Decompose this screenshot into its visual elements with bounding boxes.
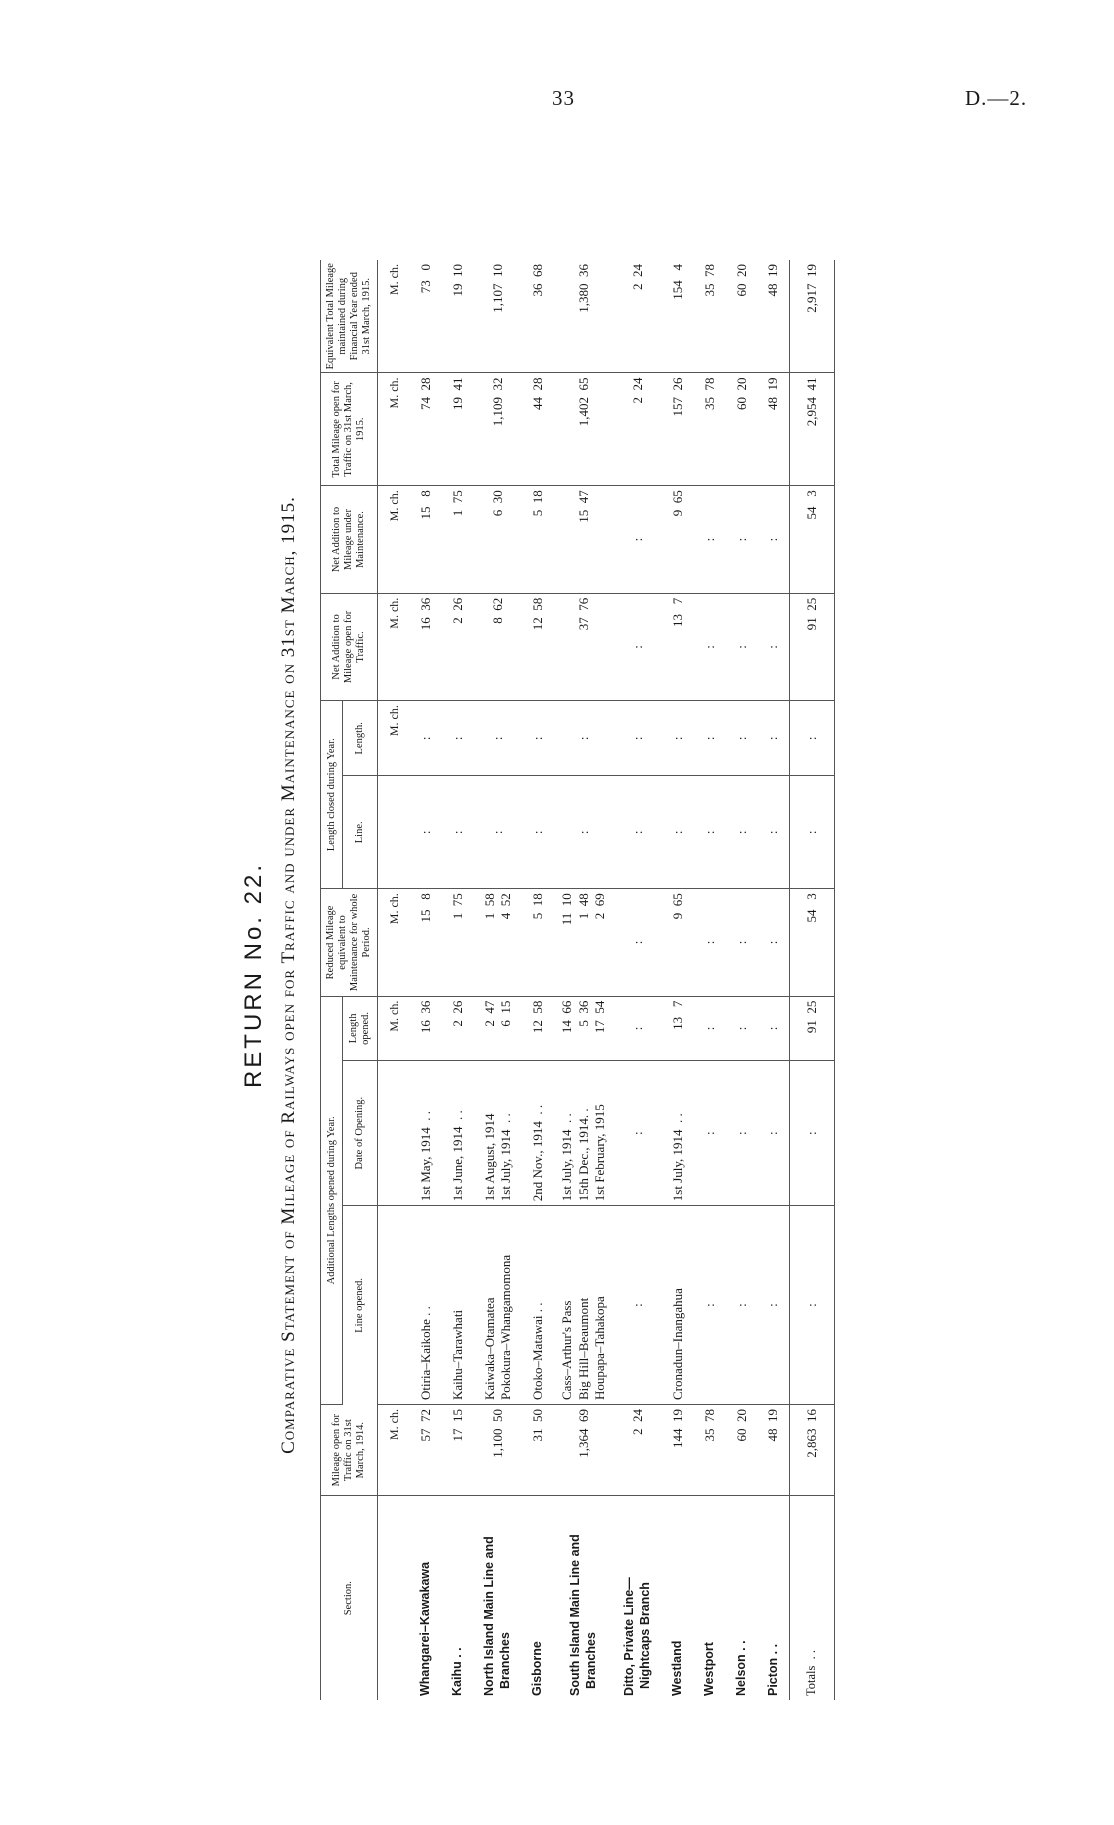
section-cell: Westport: [701, 1642, 716, 1696]
mileage-table: [320, 260, 835, 1700]
net-traffic-cell: 8 62: [474, 593, 522, 700]
reduced-cell: :: [614, 889, 662, 996]
section-cell: Westland: [669, 1640, 684, 1696]
date-opening-cell: :: [726, 1061, 758, 1206]
closed-length-cell: :: [662, 701, 694, 776]
closed-line-cell: :: [554, 776, 614, 889]
total-1915-cell: 35 78: [694, 373, 726, 486]
table-row: [410, 260, 442, 1700]
net-traffic-cell: 13 7: [662, 593, 694, 700]
reduced-cell: 11 10 1 48 2 69: [554, 889, 614, 996]
equivalent-cell: 48 19: [758, 260, 790, 373]
section-cell: Whangarei–Kawakawa: [417, 1561, 432, 1696]
mileage-1914-cell: 2,863 16: [790, 1405, 835, 1496]
reduced-cell: 9 65: [662, 889, 694, 996]
unit-label: M. ch.: [378, 996, 410, 1060]
closed-length-cell: :: [522, 701, 554, 776]
section-cell: North Island Main Line and Branches: [482, 1536, 512, 1696]
total-1915-cell: 60 20: [726, 373, 758, 486]
table-row: [442, 260, 474, 1700]
units-row: [378, 260, 410, 1700]
length-opened-cell: :: [726, 996, 758, 1060]
section-cell: Kaihu . .: [449, 1647, 464, 1696]
length-opened-cell: :: [614, 996, 662, 1060]
unit-label: M. ch.: [378, 1405, 410, 1496]
line-opened-cell: :: [694, 1206, 726, 1405]
closed-length-cell: :: [614, 701, 662, 776]
line-opened-cell: Cronadun–Inangahua: [662, 1206, 694, 1405]
net-traffic-cell: 37 76: [554, 593, 614, 700]
net-maintenance-cell: :: [614, 486, 662, 593]
rotated-return-table: [240, 140, 950, 1700]
date-opening-cell: :: [790, 1061, 835, 1206]
reduced-cell: :: [758, 889, 790, 996]
unit-label: M. ch.: [378, 701, 410, 776]
col-header-closed-length: Length.: [343, 701, 378, 776]
line-opened-cell: :: [726, 1206, 758, 1405]
date-opening-cell: 1st May, 1914 . .: [410, 1061, 442, 1206]
closed-length-cell: :: [758, 701, 790, 776]
total-1915-cell: 74 28: [410, 373, 442, 486]
table-row: [694, 260, 726, 1700]
unit-label: M. ch.: [378, 373, 410, 486]
length-opened-cell: 16 36: [410, 996, 442, 1060]
total-1915-cell: 2 24: [614, 373, 662, 486]
closed-line-cell: :: [474, 776, 522, 889]
net-maintenance-cell: :: [758, 486, 790, 593]
col-header-total-1915: Total Mileage open for Traffic on 31st March, 1915.: [321, 373, 378, 486]
statement-subtitle: Comparative Statement of Mileage of Railways open for Traffic and under Maintenance on 31st March, 1915.: [278, 496, 299, 1454]
total-1915-cell: 2,954 41: [790, 373, 835, 486]
mileage-1914-cell: 144 19: [662, 1405, 694, 1496]
table-row: [614, 260, 662, 1700]
equivalent-cell: 2 24: [614, 260, 662, 373]
net-maintenance-cell: 15 8: [410, 486, 442, 593]
col-header-closed-line: Line.: [343, 776, 378, 889]
net-maintenance-cell: 54 3: [790, 486, 835, 593]
closed-length-cell: :: [726, 701, 758, 776]
col-header-line-opened: Line opened.: [343, 1206, 378, 1405]
mileage-1914-cell: 48 19: [758, 1405, 790, 1496]
closed-line-cell: :: [442, 776, 474, 889]
equivalent-cell: 73 0: [410, 260, 442, 373]
reduced-cell: :: [726, 889, 758, 996]
total-1915-cell: 19 41: [442, 373, 474, 486]
mileage-1914-cell: 31 50: [522, 1405, 554, 1496]
totals-row: [790, 260, 835, 1700]
equivalent-cell: 1,380 36: [554, 260, 614, 373]
col-header-closed-group: Length closed during Year.: [321, 701, 343, 889]
net-traffic-cell: 91 25: [790, 593, 835, 700]
length-opened-cell: 2 47 6 15: [474, 996, 522, 1060]
unit-label: M. ch.: [378, 593, 410, 700]
closed-line-cell: :: [694, 776, 726, 889]
closed-line-cell: :: [726, 776, 758, 889]
date-opening-cell: 1st June, 1914 . .: [442, 1061, 474, 1206]
col-header-length-opened: Length opened.: [343, 996, 378, 1060]
line-opened-cell: :: [790, 1206, 835, 1405]
length-opened-cell: :: [758, 996, 790, 1060]
unit-label: M. ch.: [378, 889, 410, 996]
total-1915-cell: 1,109 32: [474, 373, 522, 486]
table-row: [758, 260, 790, 1700]
unit-label: M. ch.: [378, 260, 410, 373]
col-header-additional-group: Additional Lengths opened during Year.: [321, 996, 343, 1404]
page-number: 33: [552, 86, 575, 110]
return-title: RETURN No. 22.: [240, 861, 267, 1089]
col-header-section: Section.: [321, 1496, 378, 1700]
closed-line-cell: :: [410, 776, 442, 889]
line-opened-cell: Otiria–Kaikohe . .: [410, 1206, 442, 1405]
date-opening-cell: 1st July, 1914 . . 15th Dec., 1914. . 1st February, 1915: [554, 1061, 614, 1206]
mileage-1914-cell: 35 78: [694, 1405, 726, 1496]
section-cell: Nelson . .: [733, 1640, 748, 1696]
mileage-1914-cell: 60 20: [726, 1405, 758, 1496]
col-header-reduced: Reduced Mileage equivalent to Maintenance for whole Period.: [321, 889, 378, 996]
unit-label: M. ch.: [378, 486, 410, 593]
equivalent-cell: 2,917 19: [790, 260, 835, 373]
total-1915-cell: 1,402 65: [554, 373, 614, 486]
length-opened-cell: 2 26: [442, 996, 474, 1060]
reduced-cell: 5 18: [522, 889, 554, 996]
net-traffic-cell: :: [694, 593, 726, 700]
document-reference: D.—2.: [965, 86, 1028, 110]
length-opened-cell: :: [694, 996, 726, 1060]
line-opened-cell: :: [614, 1206, 662, 1405]
col-header-equivalent: Equivalent Total Mileage maintained during Financial Year ended 31st March, 1915.: [321, 260, 378, 373]
closed-length-cell: :: [790, 701, 835, 776]
line-opened-cell: Kaiwaka–Otamatea Pokokura–Whangamomona: [474, 1206, 522, 1405]
net-traffic-cell: :: [614, 593, 662, 700]
reduced-cell: 15 8: [410, 889, 442, 996]
mileage-1914-cell: 1,100 50: [474, 1405, 522, 1496]
totals-label: Totals . .: [790, 1496, 835, 1700]
mileage-1914-cell: 2 24: [614, 1405, 662, 1496]
net-traffic-cell: 2 26: [442, 593, 474, 700]
closed-line-cell: :: [662, 776, 694, 889]
total-1915-cell: 48 19: [758, 373, 790, 486]
equivalent-cell: 60 20: [726, 260, 758, 373]
equivalent-cell: 154 4: [662, 260, 694, 373]
reduced-cell: 1 75: [442, 889, 474, 996]
date-opening-cell: 1st July, 1914 . .: [662, 1061, 694, 1206]
net-traffic-cell: 16 36: [410, 593, 442, 700]
date-opening-cell: :: [614, 1061, 662, 1206]
reduced-cell: 54 3: [790, 889, 835, 996]
net-traffic-cell: :: [758, 593, 790, 700]
closed-line-cell: :: [758, 776, 790, 889]
net-maintenance-cell: 9 65: [662, 486, 694, 593]
closed-length-cell: :: [442, 701, 474, 776]
closed-line-cell: :: [522, 776, 554, 889]
equivalent-cell: 35 78: [694, 260, 726, 373]
line-opened-cell: :: [758, 1206, 790, 1405]
line-opened-cell: Kaihu–Tarawhati: [442, 1206, 474, 1405]
equivalent-cell: 1,107 10: [474, 260, 522, 373]
length-opened-cell: 13 7: [662, 996, 694, 1060]
table-row: [554, 260, 614, 1700]
section-cell: Picton . .: [765, 1643, 780, 1696]
length-opened-cell: 91 25: [790, 996, 835, 1060]
net-maintenance-cell: 1 75: [442, 486, 474, 593]
reduced-cell: 1 58 4 52: [474, 889, 522, 996]
mileage-1914-cell: 1,364 69: [554, 1405, 614, 1496]
date-opening-cell: :: [694, 1061, 726, 1206]
net-maintenance-cell: :: [694, 486, 726, 593]
closed-line-cell: :: [614, 776, 662, 889]
table-row: [726, 260, 758, 1700]
equivalent-cell: 36 68: [522, 260, 554, 373]
length-opened-cell: 12 58: [522, 996, 554, 1060]
date-opening-cell: 1st August, 1914 1st July, 1914 . .: [474, 1061, 522, 1206]
col-header-net-maintenance: Net Addition to Mileage under Maintenance.: [321, 486, 378, 593]
closed-length-cell: :: [694, 701, 726, 776]
section-cell: South Island Main Line and Branches: [568, 1534, 598, 1696]
total-1915-cell: 157 26: [662, 373, 694, 486]
length-opened-cell: 14 66 5 36 17 54: [554, 996, 614, 1060]
date-opening-cell: :: [758, 1061, 790, 1206]
table-row: [474, 260, 522, 1700]
net-traffic-cell: :: [726, 593, 758, 700]
mileage-1914-cell: 57 72: [410, 1405, 442, 1496]
col-header-net-traffic: Net Addition to Mileage open for Traffic.: [321, 593, 378, 700]
col-header-date-opening: Date of Opening.: [343, 1061, 378, 1206]
table-row: [662, 260, 694, 1700]
total-1915-cell: 44 28: [522, 373, 554, 486]
net-maintenance-cell: 5 18: [522, 486, 554, 593]
net-maintenance-cell: 15 47: [554, 486, 614, 593]
mileage-1914-cell: 17 15: [442, 1405, 474, 1496]
section-cell: Ditto, Private Line— Nightcaps Branch: [622, 1577, 652, 1696]
closed-length-cell: :: [474, 701, 522, 776]
equivalent-cell: 19 10: [442, 260, 474, 373]
reduced-cell: :: [694, 889, 726, 996]
col-header-mileage-1914: Mileage open for Traffic on 31st March, 1914.: [321, 1405, 378, 1496]
closed-line-cell: :: [790, 776, 835, 889]
line-opened-cell: Otoko–Matawai . .: [522, 1206, 554, 1405]
net-maintenance-cell: :: [726, 486, 758, 593]
net-maintenance-cell: 6 30: [474, 486, 522, 593]
closed-length-cell: :: [410, 701, 442, 776]
section-cell: Gisborne: [529, 1641, 544, 1696]
line-opened-cell: Cass–Arthur's Pass Big Hill–Beaumont Houpapa–Tahakopa: [554, 1206, 614, 1405]
net-traffic-cell: 12 58: [522, 593, 554, 700]
closed-length-cell: :: [554, 701, 614, 776]
table-row: [522, 260, 554, 1700]
date-opening-cell: 2nd Nov., 1914 . .: [522, 1061, 554, 1206]
